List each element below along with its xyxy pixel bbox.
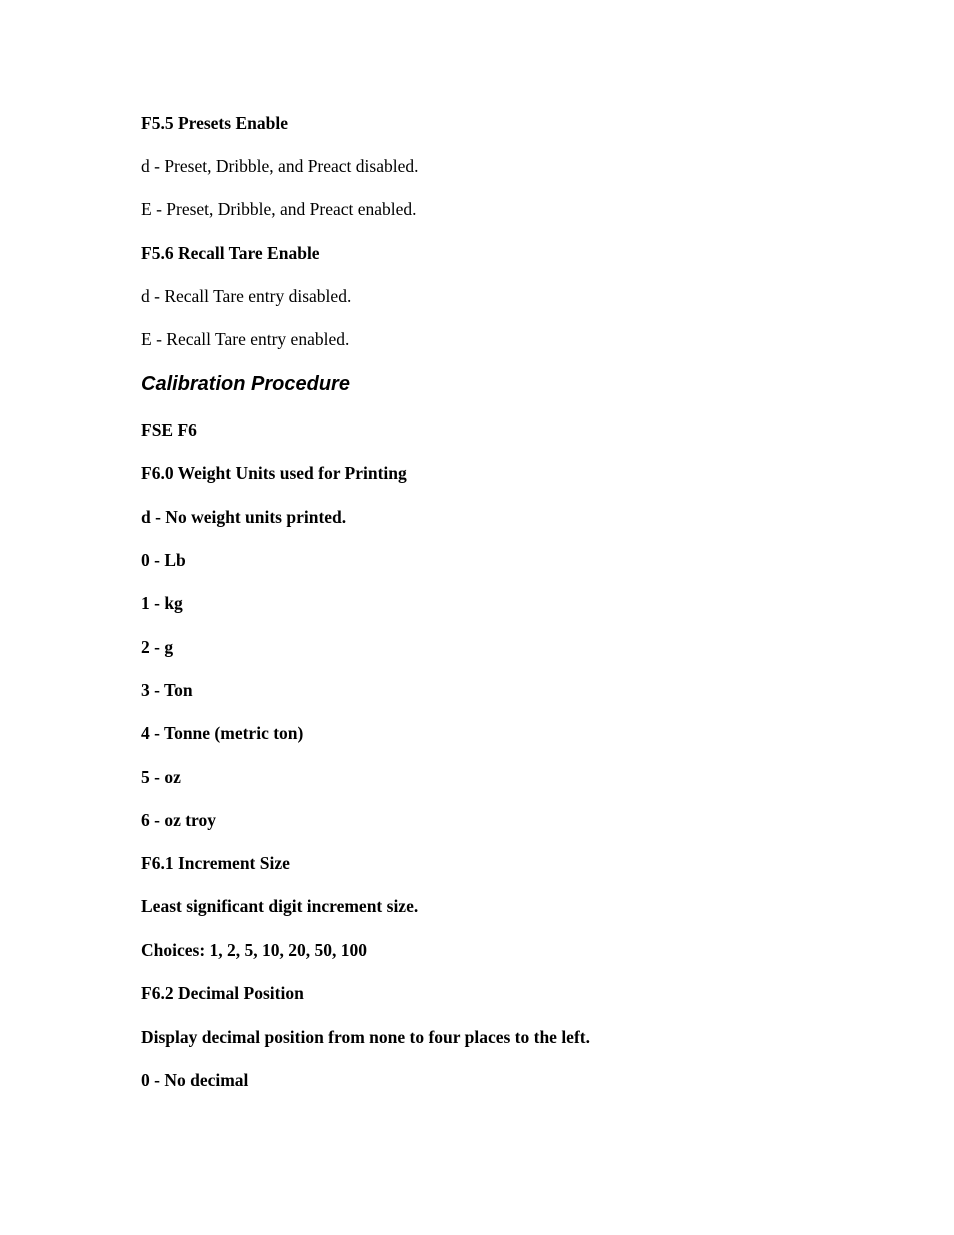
calibration-heading: Calibration Procedure — [141, 373, 350, 395]
f60-option-4: 4 - Tonne (metric ton) — [141, 723, 304, 743]
f60-option-d: d - No weight units printed. — [141, 507, 347, 527]
document-page — [141, 0, 901, 1235]
fse-f6-label: FSE F6 — [141, 420, 197, 440]
f56-option-disabled: d - Recall Tare entry disabled. — [141, 286, 352, 306]
f55-option-disabled: d - Preset, Dribble, and Preact disabled. — [141, 156, 419, 176]
f62-title: F6.2 Decimal Position — [141, 983, 304, 1003]
f61-choices: Choices: 1, 2, 5, 10, 20, 50, 100 — [141, 940, 368, 960]
f60-option-3: 3 - Ton — [141, 680, 193, 700]
f60-option-0: 0 - Lb — [141, 550, 186, 570]
f60-option-6: 6 - oz troy — [141, 810, 216, 830]
f60-option-5: 5 - oz — [141, 767, 181, 787]
f61-title: F6.1 Increment Size — [141, 853, 290, 873]
f62-description: Display decimal position from none to four places to the left. — [141, 1027, 590, 1047]
f62-option-0: 0 - No decimal — [141, 1070, 249, 1090]
f61-description: Least significant digit increment size. — [141, 896, 419, 916]
f60-title: F6.0 Weight Units used for Printing — [141, 463, 407, 483]
f55-title: F5.5 Presets Enable — [141, 113, 288, 133]
f56-option-enabled: E - Recall Tare entry enabled. — [141, 329, 350, 349]
f60-option-1: 1 - kg — [141, 593, 183, 613]
f56-title: F5.6 Recall Tare Enable — [141, 243, 320, 263]
f60-option-2: 2 - g — [141, 637, 174, 657]
f55-option-enabled: E - Preset, Dribble, and Preact enabled. — [141, 199, 417, 219]
